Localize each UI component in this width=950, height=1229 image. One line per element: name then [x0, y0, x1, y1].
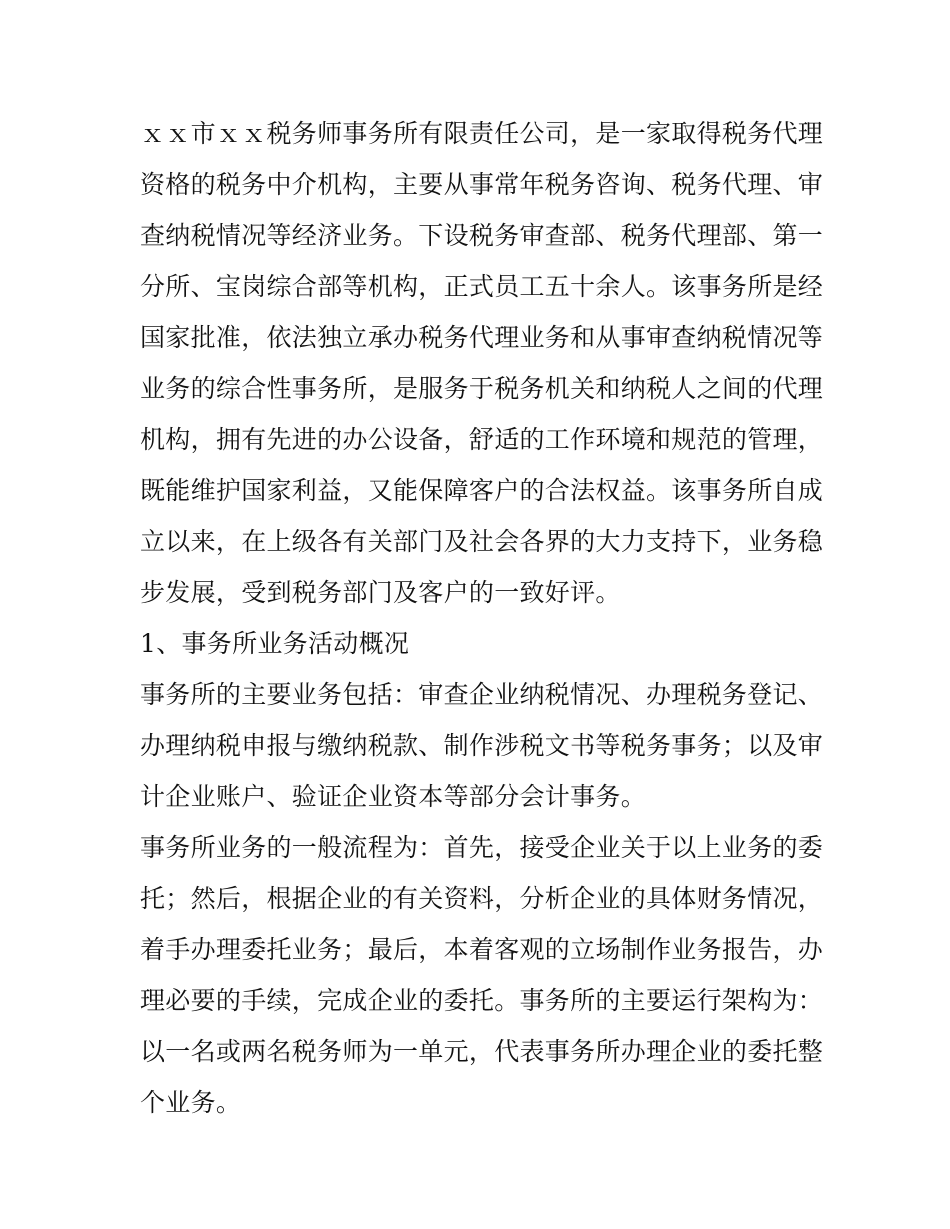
- text-line: 国家批准，依法独立承办税务代理业务和从事审查纳税情况等: [140, 323, 824, 352]
- text-line: 分所、宝岗综合部等机构，正式员工五十余人。该事务所是经: [140, 272, 824, 301]
- text-line: 计企业账户、验证企业资本等部分会计事务。: [140, 782, 647, 811]
- section-heading: 1、事务所业务活动概况: [140, 629, 410, 658]
- text-line: 着手办理委托业务；最后，本着客观的立场制作业务报告，办: [140, 935, 824, 964]
- text-line: 事务所业务的一般流程为：首先，接受企业关于以上业务的委: [140, 833, 824, 862]
- text-line: 个业务。: [140, 1088, 242, 1117]
- text-line: 托；然后，根据企业的有关资料，分析企业的具体财务情况，: [140, 884, 824, 913]
- text-line: 理必要的手续，完成企业的委托。事务所的主要运行架构为：: [140, 986, 824, 1015]
- text-line: 步发展，受到税务部门及客户的一致好评。: [140, 578, 621, 607]
- text-line: 事务所的主要业务包括：审查企业纳税情况、办理税务登记、: [140, 680, 824, 709]
- text-line: 机构，拥有先进的办公设备，舒适的工作环境和规范的管理，: [140, 425, 824, 454]
- text-line: 立以来，在上级各有关部门及社会各界的大力支持下，业务稳: [140, 527, 824, 556]
- document-body: [140, 108, 824, 1128]
- text-line: 以一名或两名税务师为一单元，代表事务所办理企业的委托整: [140, 1037, 824, 1066]
- text-line: 既能维护国家利益，又能保障客户的合法权益。该事务所自成: [140, 476, 824, 505]
- text-line: 查纳税情况等经济业务。下设税务审查部、税务代理部、第一: [140, 221, 824, 250]
- text-line: ｘｘ市ｘｘ税务师事务所有限责任公司，是一家取得税务代理: [140, 119, 824, 148]
- text-line: 办理纳税申报与缴纳税款、制作涉税文书等税务事务；以及审: [140, 731, 824, 760]
- text-line: 资格的税务中介机构，主要从事常年税务咨询、税务代理、审: [140, 170, 824, 199]
- text-line: 业务的综合性事务所，是服务于税务机关和纳税人之间的代理: [140, 374, 824, 403]
